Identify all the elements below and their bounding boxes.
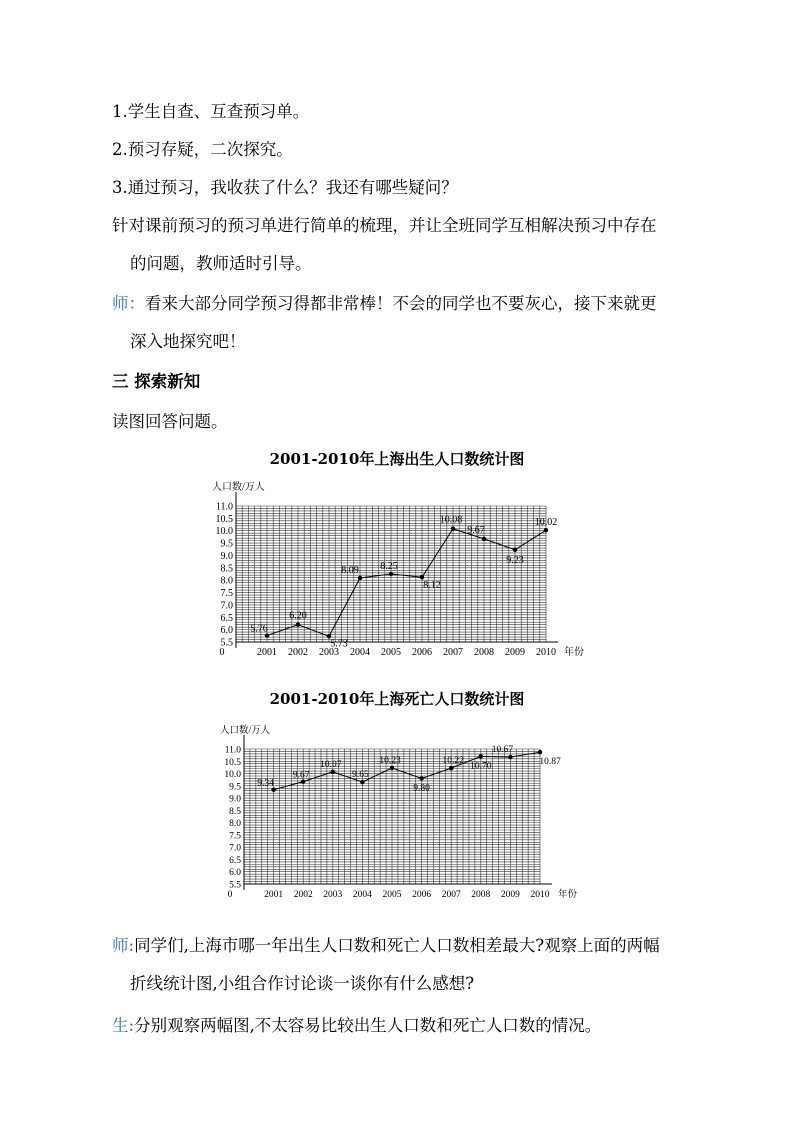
y-tick-label: 10.5 (224, 757, 241, 768)
y-tick-label: 9.0 (220, 550, 233, 562)
teacher-question (112, 932, 660, 956)
origin-label: 0 (227, 890, 233, 900)
data-label: 9.80 (413, 783, 430, 794)
y-tick-label: 6.0 (229, 868, 241, 879)
x-tick-label: 2010 (530, 890, 550, 900)
data-label: 10.02 (534, 517, 558, 529)
data-label: 9.23 (506, 554, 524, 566)
x-tick-label: 2005 (381, 647, 401, 658)
y-tick-label: 10.0 (215, 526, 233, 538)
y-axis-label: 人口数/万人 (220, 726, 271, 736)
student-answer-text: 分别观察两幅图,不太容易比较出生人口数和死亡人口数的情况。 (134, 1016, 602, 1035)
x-tick-label: 2005 (382, 890, 402, 900)
x-tick-label: 2004 (350, 647, 370, 658)
data-label: 10.70 (470, 761, 492, 772)
instruction-line-1: 针对课前预习的预习单进行简单的梳理，并让全班同学互相解决预习中存在 (112, 216, 657, 235)
data-label: 10.23 (379, 755, 401, 766)
y-tick-label: 6.5 (229, 855, 241, 866)
y-tick-label: 5.5 (229, 880, 241, 891)
data-label: 6.20 (289, 610, 307, 622)
teacher-question-text: 同学们,上海市哪一年出生人口数和死亡人口数相差最大?观察上面的两幅 (134, 936, 660, 955)
y-tick-label: 11.0 (224, 745, 241, 756)
birth-chart-title: 2001-2010年上海出生人口数统计图 (269, 450, 525, 468)
origin-label: 0 (219, 647, 225, 658)
x-tick-label: 2001 (264, 890, 284, 900)
x-tick-label: 2007 (443, 647, 463, 658)
data-point (419, 776, 423, 780)
data-label: 5.76 (250, 623, 268, 635)
data-point (538, 750, 542, 754)
x-tick-label: 2010 (536, 647, 556, 658)
data-point (389, 572, 393, 576)
data-point (479, 754, 483, 758)
data-point (358, 576, 362, 580)
y-tick-label: 10.5 (215, 513, 233, 525)
y-tick-label: 7.5 (229, 831, 241, 842)
teacher-remark-cont: 深入地探究吧！ (130, 332, 246, 351)
data-point (451, 527, 455, 531)
data-label: 9.65 (352, 770, 369, 781)
data-point (296, 622, 300, 626)
y-tick-label: 7.5 (220, 588, 233, 600)
y-tick-label: 8.5 (220, 563, 233, 575)
data-point (508, 755, 512, 759)
y-tick-label: 5.5 (220, 637, 233, 649)
teacher-question-cont: 折线统计图,小组合作讨论谈一谈你有什么感想? (130, 974, 475, 993)
y-tick-label: 8.0 (229, 819, 241, 830)
student-label: 生: (112, 1016, 135, 1035)
teacher-remark-text: 看来大部分同学预习得都非常棒！不会的同学也不要灰心，接下来就更 (145, 294, 657, 313)
data-label: 9.34 (257, 778, 274, 789)
teacher-label: 师： (112, 294, 145, 313)
y-tick-label: 9.5 (220, 538, 233, 550)
data-point (513, 548, 517, 552)
data-point (360, 780, 364, 784)
student-answer (112, 1012, 601, 1036)
step-2: 2.预习存疑，二次探究。 (112, 140, 293, 159)
x-tick-label: 2003 (319, 647, 339, 658)
data-label: 8.09 (341, 564, 359, 576)
section-heading: 三 探索新知 (112, 372, 201, 391)
data-point (390, 766, 394, 770)
x-tick-label: 2003 (323, 890, 343, 900)
instruction-line-2: 的问题，教师适时引导。 (130, 254, 312, 273)
x-tick-label: 2004 (352, 890, 372, 900)
data-label: 10.67 (491, 745, 514, 756)
data-point (544, 528, 548, 532)
step-1: 1.学生自查、互查预习单。 (112, 102, 310, 121)
y-tick-label: 6.5 (220, 612, 233, 624)
data-label: 9.67 (292, 770, 310, 781)
x-tick-label: 2006 (412, 647, 432, 658)
x-tick-label: 2002 (288, 647, 308, 658)
x-axis-label: 年份 (564, 647, 584, 658)
x-tick-label: 2008 (471, 890, 491, 900)
birth-line-chart (0, 474, 794, 664)
data-label: 9.67 (467, 524, 485, 536)
data-label: 8.12 (423, 580, 441, 592)
x-tick-label: 2002 (293, 890, 313, 900)
data-label: 5.73 (330, 638, 348, 650)
y-tick-label: 11.0 (215, 501, 233, 513)
death-line-chart (0, 720, 794, 902)
data-label: 8.25 (380, 561, 398, 572)
y-tick-label: 6.0 (220, 625, 233, 637)
death-chart-title: 2001-2010年上海死亡人口数统计图 (269, 690, 525, 708)
y-tick-label: 9.5 (229, 782, 241, 793)
x-axis-label: 年份 (558, 890, 578, 900)
y-tick-label: 10.0 (224, 770, 241, 781)
y-tick-label: 8.0 (220, 575, 233, 587)
data-label: 10.08 (439, 514, 463, 526)
data-point (331, 770, 335, 774)
y-tick-label: 9.0 (229, 794, 241, 805)
x-tick-label: 2001 (257, 647, 277, 658)
x-tick-label: 2008 (474, 647, 494, 658)
data-point (482, 537, 486, 541)
data-label: 10.07 (320, 759, 342, 770)
data-point (420, 575, 424, 579)
y-tick-label: 8.5 (229, 806, 241, 817)
data-label: 10.22 (442, 756, 464, 767)
data-label: 10.87 (539, 757, 561, 768)
teacher-remark (112, 290, 657, 314)
data-point (449, 766, 453, 770)
read-chart-prompt: 读图回答问题。 (112, 412, 228, 431)
y-tick-label: 7.0 (220, 600, 233, 612)
y-tick-label: 7.0 (229, 843, 241, 854)
x-tick-label: 2009 (505, 647, 525, 658)
x-tick-label: 2007 (441, 890, 461, 900)
teacher-label: 师: (112, 936, 135, 955)
y-axis-label: 人口数/万人 (212, 482, 265, 493)
x-tick-label: 2006 (412, 890, 432, 900)
step-3: 3.通过预习，我收获了什么？我还有哪些疑问？ (112, 178, 458, 197)
x-tick-label: 2009 (500, 890, 520, 900)
